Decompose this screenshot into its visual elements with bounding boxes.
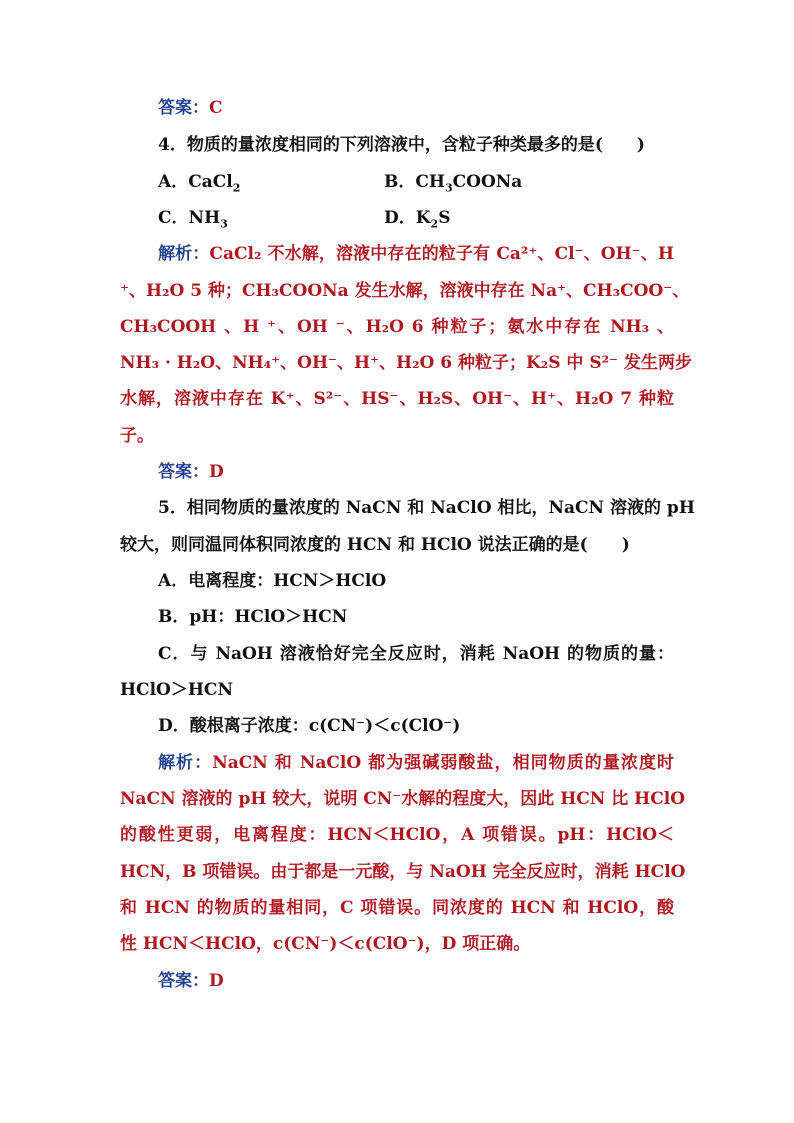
q5-analysis-line-1 <box>158 751 674 775</box>
q5-analysis-line-5: 和 HCN 的物质的量相同，C 项错误。同浓度的 HCN 和 HClO，酸 <box>120 898 674 918</box>
answer-line-prev <box>158 96 223 120</box>
q4-option-a <box>158 170 240 194</box>
q4-option-d-suffix: S <box>438 208 451 228</box>
analysis-colon: ： <box>194 753 213 773</box>
answer-colon: ： <box>192 971 209 991</box>
answer-value: C <box>209 98 223 118</box>
q5-option-c-line-1: C．与 NaOH 溶液恰好完全反应时，消耗 NaOH 的物质的量： <box>158 644 674 664</box>
q4-option-d-sub: 2 <box>430 217 439 231</box>
q4-option-c-sub: 3 <box>220 217 228 231</box>
q4-answer-value: D <box>209 462 224 482</box>
q4-option-c <box>158 206 228 230</box>
q4-option-d-text: D．K <box>384 208 431 228</box>
q4-analysis-line-3: CH₃COOH 、H ⁺、OH ⁻、H₂O 6 种粒子；氨水中存在 NH₃ 、 <box>120 317 674 337</box>
answer-label: 答案 <box>158 971 192 991</box>
q5-analysis-line-6: 性 HCN＜HClO，c(CN⁻)＜c(ClO⁻)，D 项正确。 <box>120 934 531 954</box>
q4-option-b-suffix: COONa <box>452 172 523 192</box>
answer-label: 答案 <box>158 98 192 118</box>
q4-option-b-text: B．CH <box>384 172 445 192</box>
q5-answer-line <box>158 969 224 993</box>
q5-option-c-line-2: HClO＞HCN <box>120 680 233 700</box>
q4-option-a-sub: 2 <box>232 181 241 195</box>
q5-analysis-line-4: HCN，B 项错误。由于都是一元酸，与 NaOH 完全反应时，消耗 HClO <box>120 862 686 882</box>
analysis-label: 解析 <box>158 753 195 773</box>
analysis-colon: ： <box>192 244 210 264</box>
q4-analysis-text-1: CaCl₂ 不水解，溶液中存在的粒子有 Ca²⁺、Cl⁻、OH⁻、H <box>209 244 674 264</box>
answer-label: 答案 <box>158 462 192 482</box>
q4-analysis-line-4: NH₃ · H₂O、NH₄⁺、OH⁻、H⁺、H₂O 6 种粒子；K₂S 中 S²⁻ 发生两步 <box>120 353 692 373</box>
q4-analysis-line-1 <box>158 242 674 266</box>
q4-answer-line <box>158 460 224 484</box>
analysis-label: 解析 <box>158 244 193 264</box>
q5-option-d: D．酸根离子浓度：c(CN⁻)＜c(ClO⁻) <box>158 716 461 736</box>
q5-analysis-text-1: NaCN 和 NaClO 都为强碱弱酸盐，相同物质的量浓度时 <box>212 753 675 773</box>
q4-option-a-text: A．CaCl <box>158 172 233 192</box>
q5-answer-value: D <box>209 971 224 991</box>
answer-colon: ： <box>192 98 209 118</box>
q5-stem-line-2: 较大，则同温同体积同浓度的 HCN 和 HClO 说法正确的是( ) <box>120 535 630 555</box>
q4-option-d <box>384 206 450 230</box>
q5-stem-line-1: 5．相同物质的量浓度的 NaCN 和 NaClO 相比，NaCN 溶液的 pH <box>158 498 695 518</box>
answer-colon: ： <box>192 462 209 482</box>
q4-analysis-line-6: 子。 <box>120 426 154 446</box>
q4-stem: 4．物质的量浓度相同的下列溶液中，含粒子种类最多的是( ) <box>158 135 645 155</box>
q5-option-a: A．电离程度：HCN＞HClO <box>158 571 387 591</box>
q4-analysis-line-2: ⁺、H₂O 5 种；CH₃COONa 发生水解，溶液中存在 Na⁺、CH₃COO⁻、 <box>120 281 690 301</box>
q5-analysis-line-3: 的酸性更弱，电离程度：HCN＜HClO，A 项错误。pH：HClO＜ <box>120 825 674 845</box>
q4-option-c-text: C．NH <box>158 208 221 228</box>
q5-analysis-line-2: NaCN 溶液的 pH 较大，说明 CN⁻水解的程度大，因此 HCN 比 HClO <box>120 789 686 809</box>
q4-option-b-sub: 3 <box>444 181 453 195</box>
q4-analysis-line-5: 水解，溶液中存在 K⁺、S²⁻、HS⁻、H₂S、OH⁻、H⁺、H₂O 7 种粒 <box>120 389 674 409</box>
q4-option-b <box>384 170 522 194</box>
q5-option-b: B．pH：HClO＞HCN <box>158 607 348 627</box>
